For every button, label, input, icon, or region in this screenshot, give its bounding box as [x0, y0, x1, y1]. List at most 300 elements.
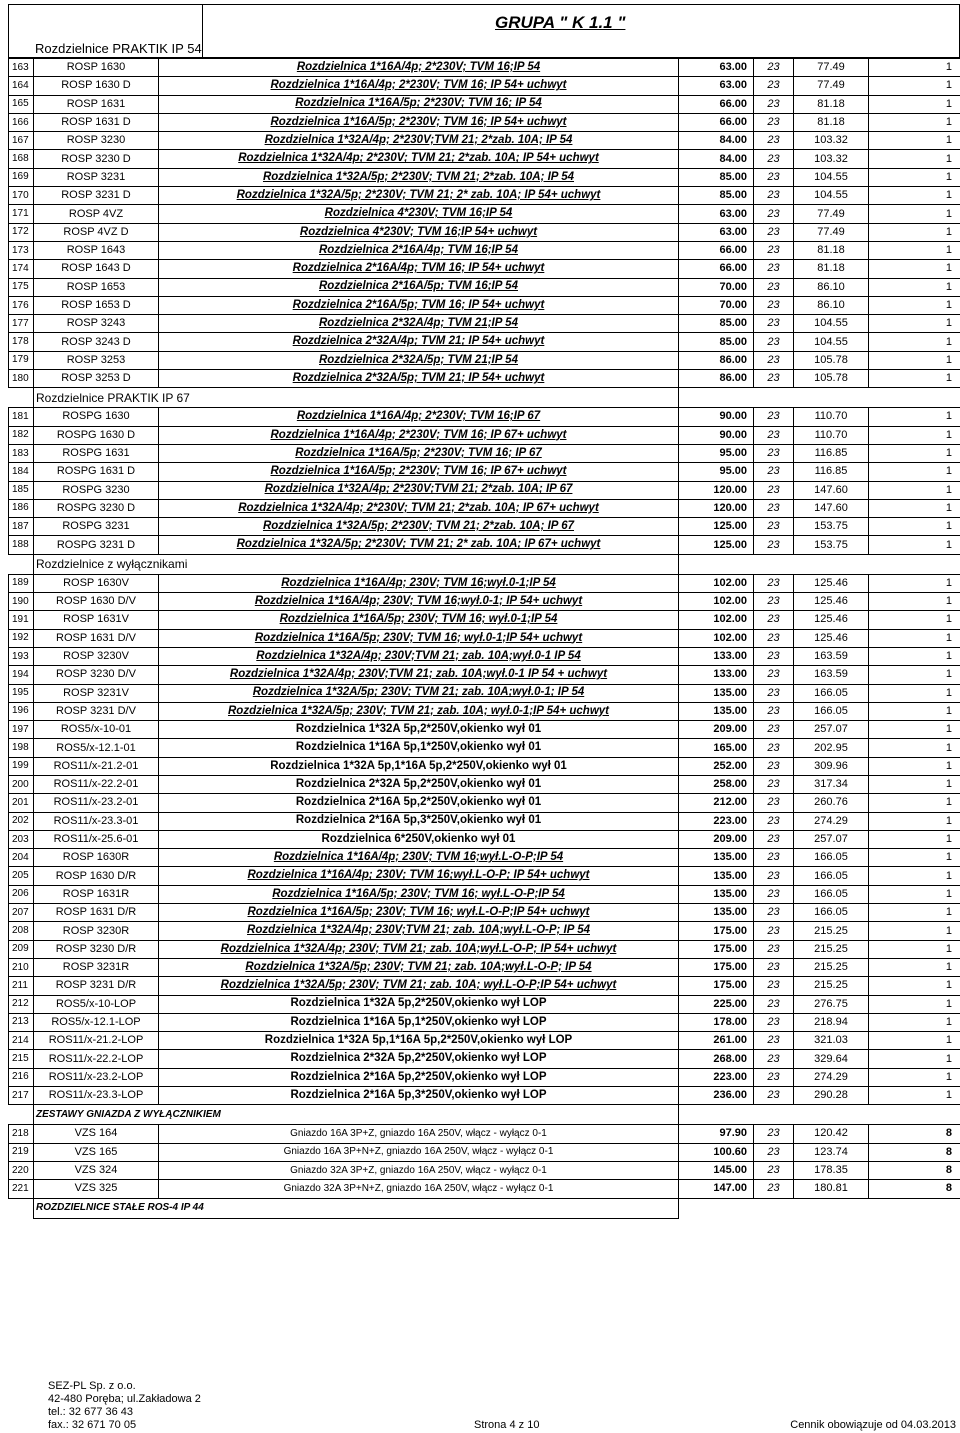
net-price: 209.00 [679, 721, 754, 739]
row-number: 185 [9, 481, 34, 499]
gross-price: 257.07 [794, 830, 869, 848]
pack-quantity: 1 [869, 444, 960, 462]
vat-rate: 23 [754, 775, 794, 793]
pack-quantity: 1 [869, 77, 960, 95]
product-description: Rozdzielnica 2*32A 5p,2*250V,okienko wył LOP [159, 1050, 679, 1068]
row-number: 213 [9, 1013, 34, 1031]
row-number: 189 [9, 574, 34, 592]
vat-rate: 23 [754, 1068, 794, 1086]
product-description: Rozdzielnica 1*16A/5p; 2*230V; TVM 16; IP 54 [159, 95, 679, 113]
pack-quantity: 1 [869, 849, 960, 867]
product-description: Rozdzielnica 1*16A/4p; 230V; TVM 16;wył.0-1;IP 54 [159, 574, 679, 592]
net-price: 135.00 [679, 867, 754, 885]
row-number: 170 [9, 187, 34, 205]
pack-quantity: 1 [869, 95, 960, 113]
table-row [9, 977, 960, 995]
product-description: Rozdzielnica 1*32A/4p; 230V;TVM 21; zab. 10A;wył.L-O-P; IP 54 [159, 922, 679, 940]
product-code: ROSP 1631R [34, 885, 159, 903]
gross-price: 147.60 [794, 481, 869, 499]
product-code: ROS11/x-21.2-LOP [34, 1032, 159, 1050]
gross-price: 163.59 [794, 666, 869, 684]
product-description: Rozdzielnica 1*32A/4p; 2*230V;TVM 21; 2*zab. 10A; IP 67 [159, 481, 679, 499]
product-code: ROS11/x-22.2-LOP [34, 1050, 159, 1068]
gross-price: 153.75 [794, 518, 869, 536]
net-price: 102.00 [679, 593, 754, 611]
net-price: 175.00 [679, 940, 754, 958]
gross-price: 153.75 [794, 536, 869, 554]
product-code: ROS11/x-25.6-01 [34, 830, 159, 848]
product-code: ROSP 3243 [34, 315, 159, 333]
pack-quantity: 1 [869, 351, 960, 369]
net-price: 63.00 [679, 223, 754, 241]
net-price: 135.00 [679, 849, 754, 867]
row-number: 176 [9, 296, 34, 314]
product-description: Rozdzielnica 1*32A 5p,2*250V,okienko wył LOP [159, 995, 679, 1013]
pack-quantity: 1 [869, 499, 960, 517]
vat-rate: 23 [754, 1050, 794, 1068]
product-description: Rozdzielnica 1*16A/4p; 2*230V; TVM 16;IP 54 [159, 59, 679, 77]
row-number: 209 [9, 940, 34, 958]
net-price: 66.00 [679, 113, 754, 131]
product-code: ROSP 1653 D [34, 296, 159, 314]
pack-quantity: 1 [869, 168, 960, 186]
row-number: 163 [9, 59, 34, 77]
group-title-box [203, 4, 960, 58]
net-price: 102.00 [679, 574, 754, 592]
product-code: ROSP 3230 D/R [34, 940, 159, 958]
product-description: Rozdzielnica 2*16A 5p,3*250V,okienko wył LOP [159, 1087, 679, 1105]
page-footer [0, 1372, 960, 1432]
net-price: 125.00 [679, 518, 754, 536]
product-description: Gniazdo 16A 3P+Z, gniazdo 16A 250V, włącz - wyłącz 0-1 [159, 1125, 679, 1143]
gross-price: 77.49 [794, 205, 869, 223]
gross-price: 202.95 [794, 739, 869, 757]
gross-price: 166.05 [794, 867, 869, 885]
price-table [8, 58, 960, 1219]
pack-quantity: 1 [869, 426, 960, 444]
row-number: 218 [9, 1125, 34, 1143]
row-number: 191 [9, 611, 34, 629]
row-number: 210 [9, 958, 34, 976]
product-description: Rozdzielnica 1*16A/4p; 230V; TVM 16;wył.0-1; IP 54+ uchwyt [159, 593, 679, 611]
gross-price: 77.49 [794, 59, 869, 77]
vat-rate: 23 [754, 205, 794, 223]
row-number: 178 [9, 333, 34, 351]
table-row [9, 370, 960, 388]
product-code: ROSP 1653 [34, 278, 159, 296]
product-code: ROSP 3230 D/V [34, 666, 159, 684]
vat-rate: 23 [754, 1032, 794, 1050]
product-description: Rozdzielnica 1*16A/5p; 230V; TVM 16; wył.0-1;IP 54+ uchwyt [159, 629, 679, 647]
product-code: ROSP 1630 [34, 59, 159, 77]
product-description: Rozdzielnica 2*16A 5p,2*250V,okienko wył 01 [159, 794, 679, 812]
product-code: ROSP 3231 D/R [34, 977, 159, 995]
pack-quantity: 1 [869, 1032, 960, 1050]
vat-rate: 23 [754, 922, 794, 940]
net-price: 175.00 [679, 922, 754, 940]
product-code: ROSP 1630 D [34, 77, 159, 95]
gross-price: 77.49 [794, 77, 869, 95]
product-code: ROSPG 1630 [34, 408, 159, 426]
vat-rate: 23 [754, 757, 794, 775]
product-description: Rozdzielnica 1*32A/5p; 230V; TVM 21; zab. 10A; wył.0-1;IP 54+ uchwyt [159, 702, 679, 720]
net-price: 97.90 [679, 1125, 754, 1143]
section-title: ROZDZIELNICE STAŁE ROS-4 IP 44 [34, 1198, 679, 1218]
product-code: ROSPG 1631 D [34, 463, 159, 481]
product-code: ROSP 1631 D/V [34, 629, 159, 647]
gross-price: 103.32 [794, 150, 869, 168]
row-number: 192 [9, 629, 34, 647]
product-code: ROSP 3231 D [34, 187, 159, 205]
price-validity: Cennik obowiązuje od 04.03.2013 [790, 1419, 956, 1431]
pack-quantity: 1 [869, 922, 960, 940]
gross-price: 218.94 [794, 1013, 869, 1031]
vat-rate: 23 [754, 278, 794, 296]
row-number: 208 [9, 922, 34, 940]
product-code: ROSP 3231 [34, 168, 159, 186]
product-code: ROSP 3253 D [34, 370, 159, 388]
section-spacer [679, 554, 960, 574]
pack-quantity: 1 [869, 315, 960, 333]
gross-price: 116.85 [794, 463, 869, 481]
product-description: Rozdzielnica 1*16A/5p; 230V; TVM 16; wył.L-O-P;IP 54 [159, 885, 679, 903]
vat-rate: 23 [754, 463, 794, 481]
gross-price: 257.07 [794, 721, 869, 739]
net-price: 209.00 [679, 830, 754, 848]
pack-quantity: 1 [869, 830, 960, 848]
section-spacer [679, 1198, 960, 1218]
pack-quantity: 8 [869, 1125, 960, 1143]
product-description: Gniazdo 16A 3P+N+Z, gniazdo 16A 250V, włącz - wyłącz 0-1 [159, 1143, 679, 1161]
gross-price: 104.55 [794, 315, 869, 333]
net-price: 85.00 [679, 168, 754, 186]
net-price: 66.00 [679, 260, 754, 278]
pack-quantity: 1 [869, 1050, 960, 1068]
vat-rate: 23 [754, 666, 794, 684]
vat-rate: 23 [754, 1180, 794, 1198]
pack-quantity: 8 [869, 1180, 960, 1198]
row-number: 217 [9, 1087, 34, 1105]
table-row [9, 812, 960, 830]
product-description: Rozdzielnica 1*32A/4p; 230V; TVM 21; zab. 10A;wył.L-O-P; IP 54+ uchwyt [159, 940, 679, 958]
table-row [9, 59, 960, 77]
vat-rate: 23 [754, 593, 794, 611]
table-row [9, 481, 960, 499]
table-row [9, 629, 960, 647]
pack-quantity: 1 [869, 775, 960, 793]
pack-quantity: 1 [869, 812, 960, 830]
pack-quantity: 1 [869, 1087, 960, 1105]
row-number: 183 [9, 444, 34, 462]
vat-rate: 23 [754, 830, 794, 848]
net-price: 178.00 [679, 1013, 754, 1031]
vat-rate: 23 [754, 885, 794, 903]
row-number: 193 [9, 647, 34, 665]
row-number: 205 [9, 867, 34, 885]
table-row [9, 223, 960, 241]
row-number: 166 [9, 113, 34, 131]
table-row [9, 241, 960, 259]
product-description: Rozdzielnica 2*16A 5p,2*250V,okienko wył LOP [159, 1068, 679, 1086]
vat-rate: 23 [754, 59, 794, 77]
gross-price: 123.74 [794, 1143, 869, 1161]
table-row [9, 867, 960, 885]
table-row [9, 574, 960, 592]
vat-rate: 23 [754, 647, 794, 665]
net-price: 125.00 [679, 536, 754, 554]
product-description: Rozdzielnica 1*16A/4p; 230V; TVM 16;wył.L-O-P;IP 54 [159, 849, 679, 867]
gross-price: 103.32 [794, 132, 869, 150]
product-description: Rozdzielnica 1*16A/5p; 2*230V; TVM 16; IP 54+ uchwyt [159, 113, 679, 131]
section-spacer [679, 1105, 960, 1125]
product-description: Rozdzielnica 1*32A/5p; 2*230V; TVM 21; 2*zab. 10A; IP 54 [159, 168, 679, 186]
net-price: 135.00 [679, 702, 754, 720]
table-row [9, 922, 960, 940]
table-row [9, 721, 960, 739]
vat-rate: 23 [754, 574, 794, 592]
section-header [9, 388, 960, 408]
vat-rate: 23 [754, 611, 794, 629]
pack-quantity: 1 [869, 977, 960, 995]
page-header [8, 4, 960, 58]
vat-rate: 23 [754, 958, 794, 976]
gross-price: 125.46 [794, 629, 869, 647]
section-spacer [9, 1198, 34, 1218]
row-number: 165 [9, 95, 34, 113]
row-number: 197 [9, 721, 34, 739]
category-title: Rozdzielnice PRAKTIK IP 54 [35, 41, 202, 56]
net-price: 95.00 [679, 444, 754, 462]
gross-price: 309.96 [794, 757, 869, 775]
table-row [9, 1050, 960, 1068]
product-description: Rozdzielnica 2*32A/5p; TVM 21;IP 54 [159, 351, 679, 369]
gross-price: 260.76 [794, 794, 869, 812]
vat-rate: 23 [754, 1013, 794, 1031]
pack-quantity: 1 [869, 794, 960, 812]
product-code: ROS11/x-23.2-LOP [34, 1068, 159, 1086]
pack-quantity: 1 [869, 518, 960, 536]
vat-rate: 23 [754, 536, 794, 554]
product-code: ROS11/x-23.3-LOP [34, 1087, 159, 1105]
vat-rate: 23 [754, 426, 794, 444]
product-description: Rozdzielnica 1*32A/5p; 230V; TVM 21; zab. 10A; wył.L-O-P;IP 54+ uchwyt [159, 977, 679, 995]
pack-quantity: 1 [869, 885, 960, 903]
section-header [9, 554, 960, 574]
table-row [9, 132, 960, 150]
product-code: ROS5/x-10-LOP [34, 995, 159, 1013]
product-code: ROS11/x-23.2-01 [34, 794, 159, 812]
row-number: 172 [9, 223, 34, 241]
net-price: 223.00 [679, 1068, 754, 1086]
table-row [9, 702, 960, 720]
pack-quantity: 1 [869, 629, 960, 647]
company-name: SEZ-PL Sp. z o.o. [48, 1380, 136, 1392]
pack-quantity: 1 [869, 574, 960, 592]
gross-price: 110.70 [794, 426, 869, 444]
vat-rate: 23 [754, 518, 794, 536]
vat-rate: 23 [754, 296, 794, 314]
vat-rate: 23 [754, 241, 794, 259]
section-header [9, 1198, 960, 1218]
row-number: 207 [9, 904, 34, 922]
pack-quantity: 1 [869, 684, 960, 702]
vat-rate: 23 [754, 481, 794, 499]
product-code: ROSP 1643 [34, 241, 159, 259]
product-description: Rozdzielnica 2*32A 5p,2*250V,okienko wył 01 [159, 775, 679, 793]
product-code: ROSP 1631 D/R [34, 904, 159, 922]
table-row [9, 1087, 960, 1105]
page-number: Strona 4 z 10 [474, 1419, 540, 1431]
row-number: 194 [9, 666, 34, 684]
table-row [9, 1125, 960, 1143]
section-spacer [9, 1105, 34, 1125]
product-description: Rozdzielnica 1*16A/5p; 230V; TVM 16; wył.0-1;IP 54 [159, 611, 679, 629]
product-code: ROSP 1630V [34, 574, 159, 592]
net-price: 86.00 [679, 351, 754, 369]
pack-quantity: 1 [869, 150, 960, 168]
net-price: 135.00 [679, 904, 754, 922]
vat-rate: 23 [754, 113, 794, 131]
gross-price: 215.25 [794, 940, 869, 958]
pack-quantity: 1 [869, 666, 960, 684]
vat-rate: 23 [754, 1143, 794, 1161]
table-row [9, 885, 960, 903]
pack-quantity: 8 [869, 1161, 960, 1179]
table-row [9, 444, 960, 462]
pack-quantity: 1 [869, 278, 960, 296]
product-description: Rozdzielnica 1*16A 5p,1*250V,okienko wył LOP [159, 1013, 679, 1031]
product-description: Rozdzielnica 1*16A/4p; 2*230V; TVM 16;IP 67 [159, 408, 679, 426]
product-code: ROSP 3231R [34, 958, 159, 976]
table-row [9, 205, 960, 223]
vat-rate: 23 [754, 702, 794, 720]
product-description: Rozdzielnica 2*16A/4p; TVM 16;IP 54 [159, 241, 679, 259]
row-number: 184 [9, 463, 34, 481]
product-description: Rozdzielnica 1*32A/5p; 2*230V; TVM 21; 2* zab. 10A; IP 54+ uchwyt [159, 187, 679, 205]
net-price: 63.00 [679, 59, 754, 77]
pack-quantity: 1 [869, 958, 960, 976]
gross-price: 166.05 [794, 904, 869, 922]
company-fax: fax.: 32 671 70 05 [48, 1419, 137, 1431]
row-number: 198 [9, 739, 34, 757]
vat-rate: 23 [754, 812, 794, 830]
row-number: 175 [9, 278, 34, 296]
net-price: 261.00 [679, 1032, 754, 1050]
row-number: 187 [9, 518, 34, 536]
product-code: ROSP 4VZ D [34, 223, 159, 241]
product-description: Gniazdo 32A 3P+Z, gniazdo 16A 250V, włącz - wyłącz 0-1 [159, 1161, 679, 1179]
gross-price: 120.42 [794, 1125, 869, 1143]
product-description: Rozdzielnica 1*32A/5p; 2*230V; TVM 21; 2* zab. 10A; IP 67+ uchwyt [159, 536, 679, 554]
table-row [9, 113, 960, 131]
net-price: 84.00 [679, 132, 754, 150]
table-row [9, 278, 960, 296]
product-description: Rozdzielnica 1*32A/5p; 230V; TVM 21; zab. 10A;wył.L-O-P; IP 54 [159, 958, 679, 976]
pack-quantity: 1 [869, 205, 960, 223]
vat-rate: 23 [754, 444, 794, 462]
net-price: 212.00 [679, 794, 754, 812]
net-price: 120.00 [679, 481, 754, 499]
table-row [9, 426, 960, 444]
pack-quantity: 1 [869, 1068, 960, 1086]
vat-rate: 23 [754, 95, 794, 113]
vat-rate: 23 [754, 351, 794, 369]
table-row [9, 1180, 960, 1198]
category-box [8, 4, 203, 58]
vat-rate: 23 [754, 977, 794, 995]
product-code: VZS 324 [34, 1161, 159, 1179]
table-row [9, 315, 960, 333]
vat-rate: 23 [754, 1087, 794, 1105]
product-description: Rozdzielnica 1*32A 5p,1*16A 5p,2*250V,okienko wył 01 [159, 757, 679, 775]
product-description: Rozdzielnica 2*16A 5p,3*250V,okienko wył 01 [159, 812, 679, 830]
net-price: 85.00 [679, 187, 754, 205]
table-row [9, 536, 960, 554]
gross-price: 274.29 [794, 1068, 869, 1086]
pack-quantity: 1 [869, 1013, 960, 1031]
product-description: Rozdzielnica 2*16A/5p; TVM 16;IP 54 [159, 278, 679, 296]
section-spacer [679, 388, 960, 408]
product-description: Rozdzielnica 1*32A/5p; 230V; TVM 21; zab. 10A;wył.0-1; IP 54 [159, 684, 679, 702]
net-price: 145.00 [679, 1161, 754, 1179]
net-price: 66.00 [679, 95, 754, 113]
table-row [9, 958, 960, 976]
vat-rate: 23 [754, 940, 794, 958]
net-price: 63.00 [679, 205, 754, 223]
gross-price: 104.55 [794, 168, 869, 186]
pack-quantity: 1 [869, 702, 960, 720]
product-description: Rozdzielnica 2*32A/4p; TVM 21; IP 54+ uchwyt [159, 333, 679, 351]
gross-price: 178.35 [794, 1161, 869, 1179]
table-row [9, 1013, 960, 1031]
product-description: Rozdzielnica 1*16A/5p; 230V; TVM 16; wył.L-O-P;IP 54+ uchwyt [159, 904, 679, 922]
vat-rate: 23 [754, 150, 794, 168]
net-price: 223.00 [679, 812, 754, 830]
pack-quantity: 1 [869, 113, 960, 131]
net-price: 102.00 [679, 629, 754, 647]
table-row [9, 995, 960, 1013]
row-number: 212 [9, 995, 34, 1013]
vat-rate: 23 [754, 629, 794, 647]
table-row [9, 1068, 960, 1086]
product-description: Rozdzielnica 1*32A 5p,1*16A 5p,2*250V,okienko wył LOP [159, 1032, 679, 1050]
pack-quantity: 1 [869, 904, 960, 922]
row-number: 219 [9, 1143, 34, 1161]
net-price: 90.00 [679, 408, 754, 426]
table-row [9, 593, 960, 611]
table-row [9, 940, 960, 958]
row-number: 190 [9, 593, 34, 611]
group-title: GRUPA " K 1.1 " [495, 13, 626, 32]
pack-quantity: 1 [869, 59, 960, 77]
row-number: 181 [9, 408, 34, 426]
gross-price: 81.18 [794, 241, 869, 259]
vat-rate: 23 [754, 739, 794, 757]
row-number: 203 [9, 830, 34, 848]
product-code: ROSPG 3231 [34, 518, 159, 536]
row-number: 168 [9, 150, 34, 168]
gross-price: 86.10 [794, 278, 869, 296]
product-description: Rozdzielnica 2*32A/5p; TVM 21; IP 54+ uchwyt [159, 370, 679, 388]
gross-price: 147.60 [794, 499, 869, 517]
product-description: Rozdzielnica 1*32A/4p; 2*230V;TVM 21; 2*zab. 10A; IP 54 [159, 132, 679, 150]
net-price: 258.00 [679, 775, 754, 793]
product-code: ROSPG 1630 D [34, 426, 159, 444]
row-number: 182 [9, 426, 34, 444]
table-row [9, 739, 960, 757]
table-row [9, 1032, 960, 1050]
product-description: Rozdzielnica 1*16A/5p; 2*230V; TVM 16; IP 67 [159, 444, 679, 462]
